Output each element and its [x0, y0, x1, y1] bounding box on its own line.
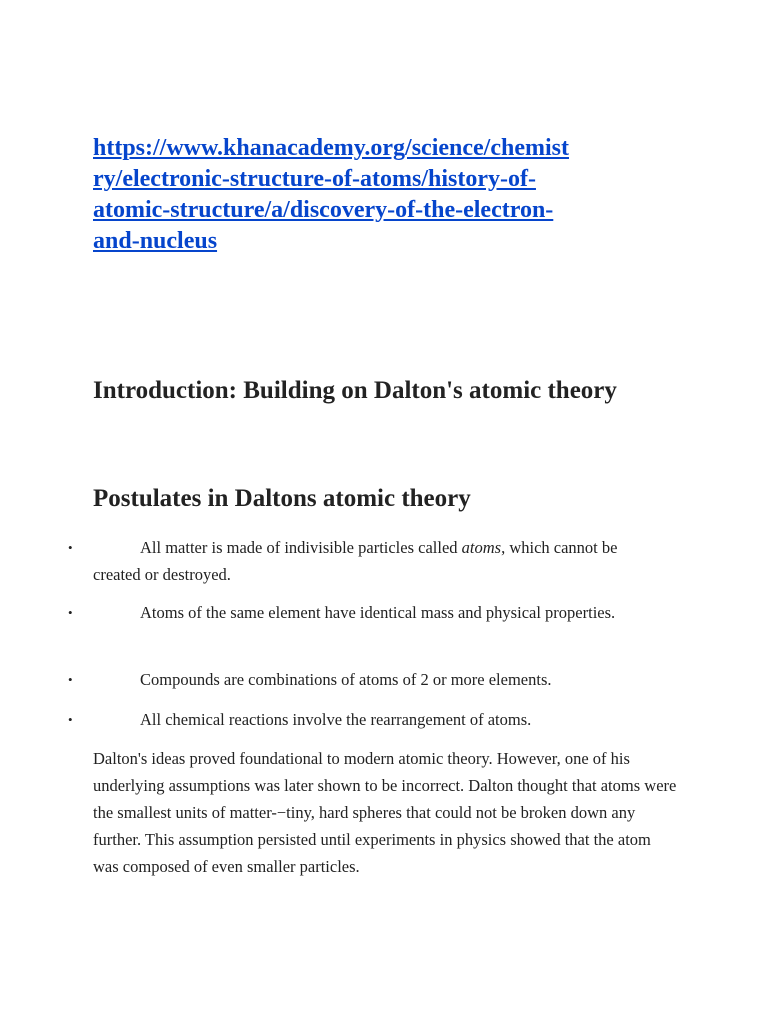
- emphasis-atoms: atoms: [461, 538, 502, 557]
- link-line-4[interactable]: and-nucleus: [93, 228, 218, 254]
- bullet-icon: •: [68, 605, 73, 620]
- postulate-text: Compounds are combinations of atoms of 2 or more elements.: [140, 670, 552, 689]
- bullet-icon: •: [68, 712, 73, 727]
- intro-heading: Introduction: Building on Dalton's atomic theory: [93, 377, 617, 404]
- postulate-text-after: , which cannot be created or destroyed.: [93, 538, 618, 584]
- link-line-1[interactable]: https://www.khanacademy.org/science/chemist: [93, 135, 569, 161]
- bullet-icon: •: [68, 540, 73, 555]
- body-paragraph: Dalton's ideas proved foundational to modern atomic theory. However, one of his underlying assumptions was later shown to be incorrect. Dalton thought that atoms were the smallest units of matter-−tiny, hard spheres that could not be broken down any further. This assumption persisted until experiments in physics showed that the atom was composed of even smaller particles.: [93, 749, 677, 876]
- postulate-text: [93, 534, 653, 588]
- postulate-text: All chemical reactions involve the rearrangement of atoms.: [140, 710, 532, 729]
- postulate-text-before: All matter is made of indivisible particles called: [140, 538, 462, 557]
- postulates-heading: Postulates in Daltons atomic theory: [93, 485, 471, 512]
- postulate-text: Atoms of the same element have identical mass and physical properties.: [140, 603, 616, 622]
- link-line-3[interactable]: atomic-structure/a/discovery-of-the-electron-: [93, 197, 554, 223]
- bullet-icon: •: [68, 672, 73, 687]
- link-line-2[interactable]: ry/electronic-structure-of-atoms/history-of-: [93, 166, 536, 192]
- khan-academy-source-link[interactable]: [93, 133, 693, 257]
